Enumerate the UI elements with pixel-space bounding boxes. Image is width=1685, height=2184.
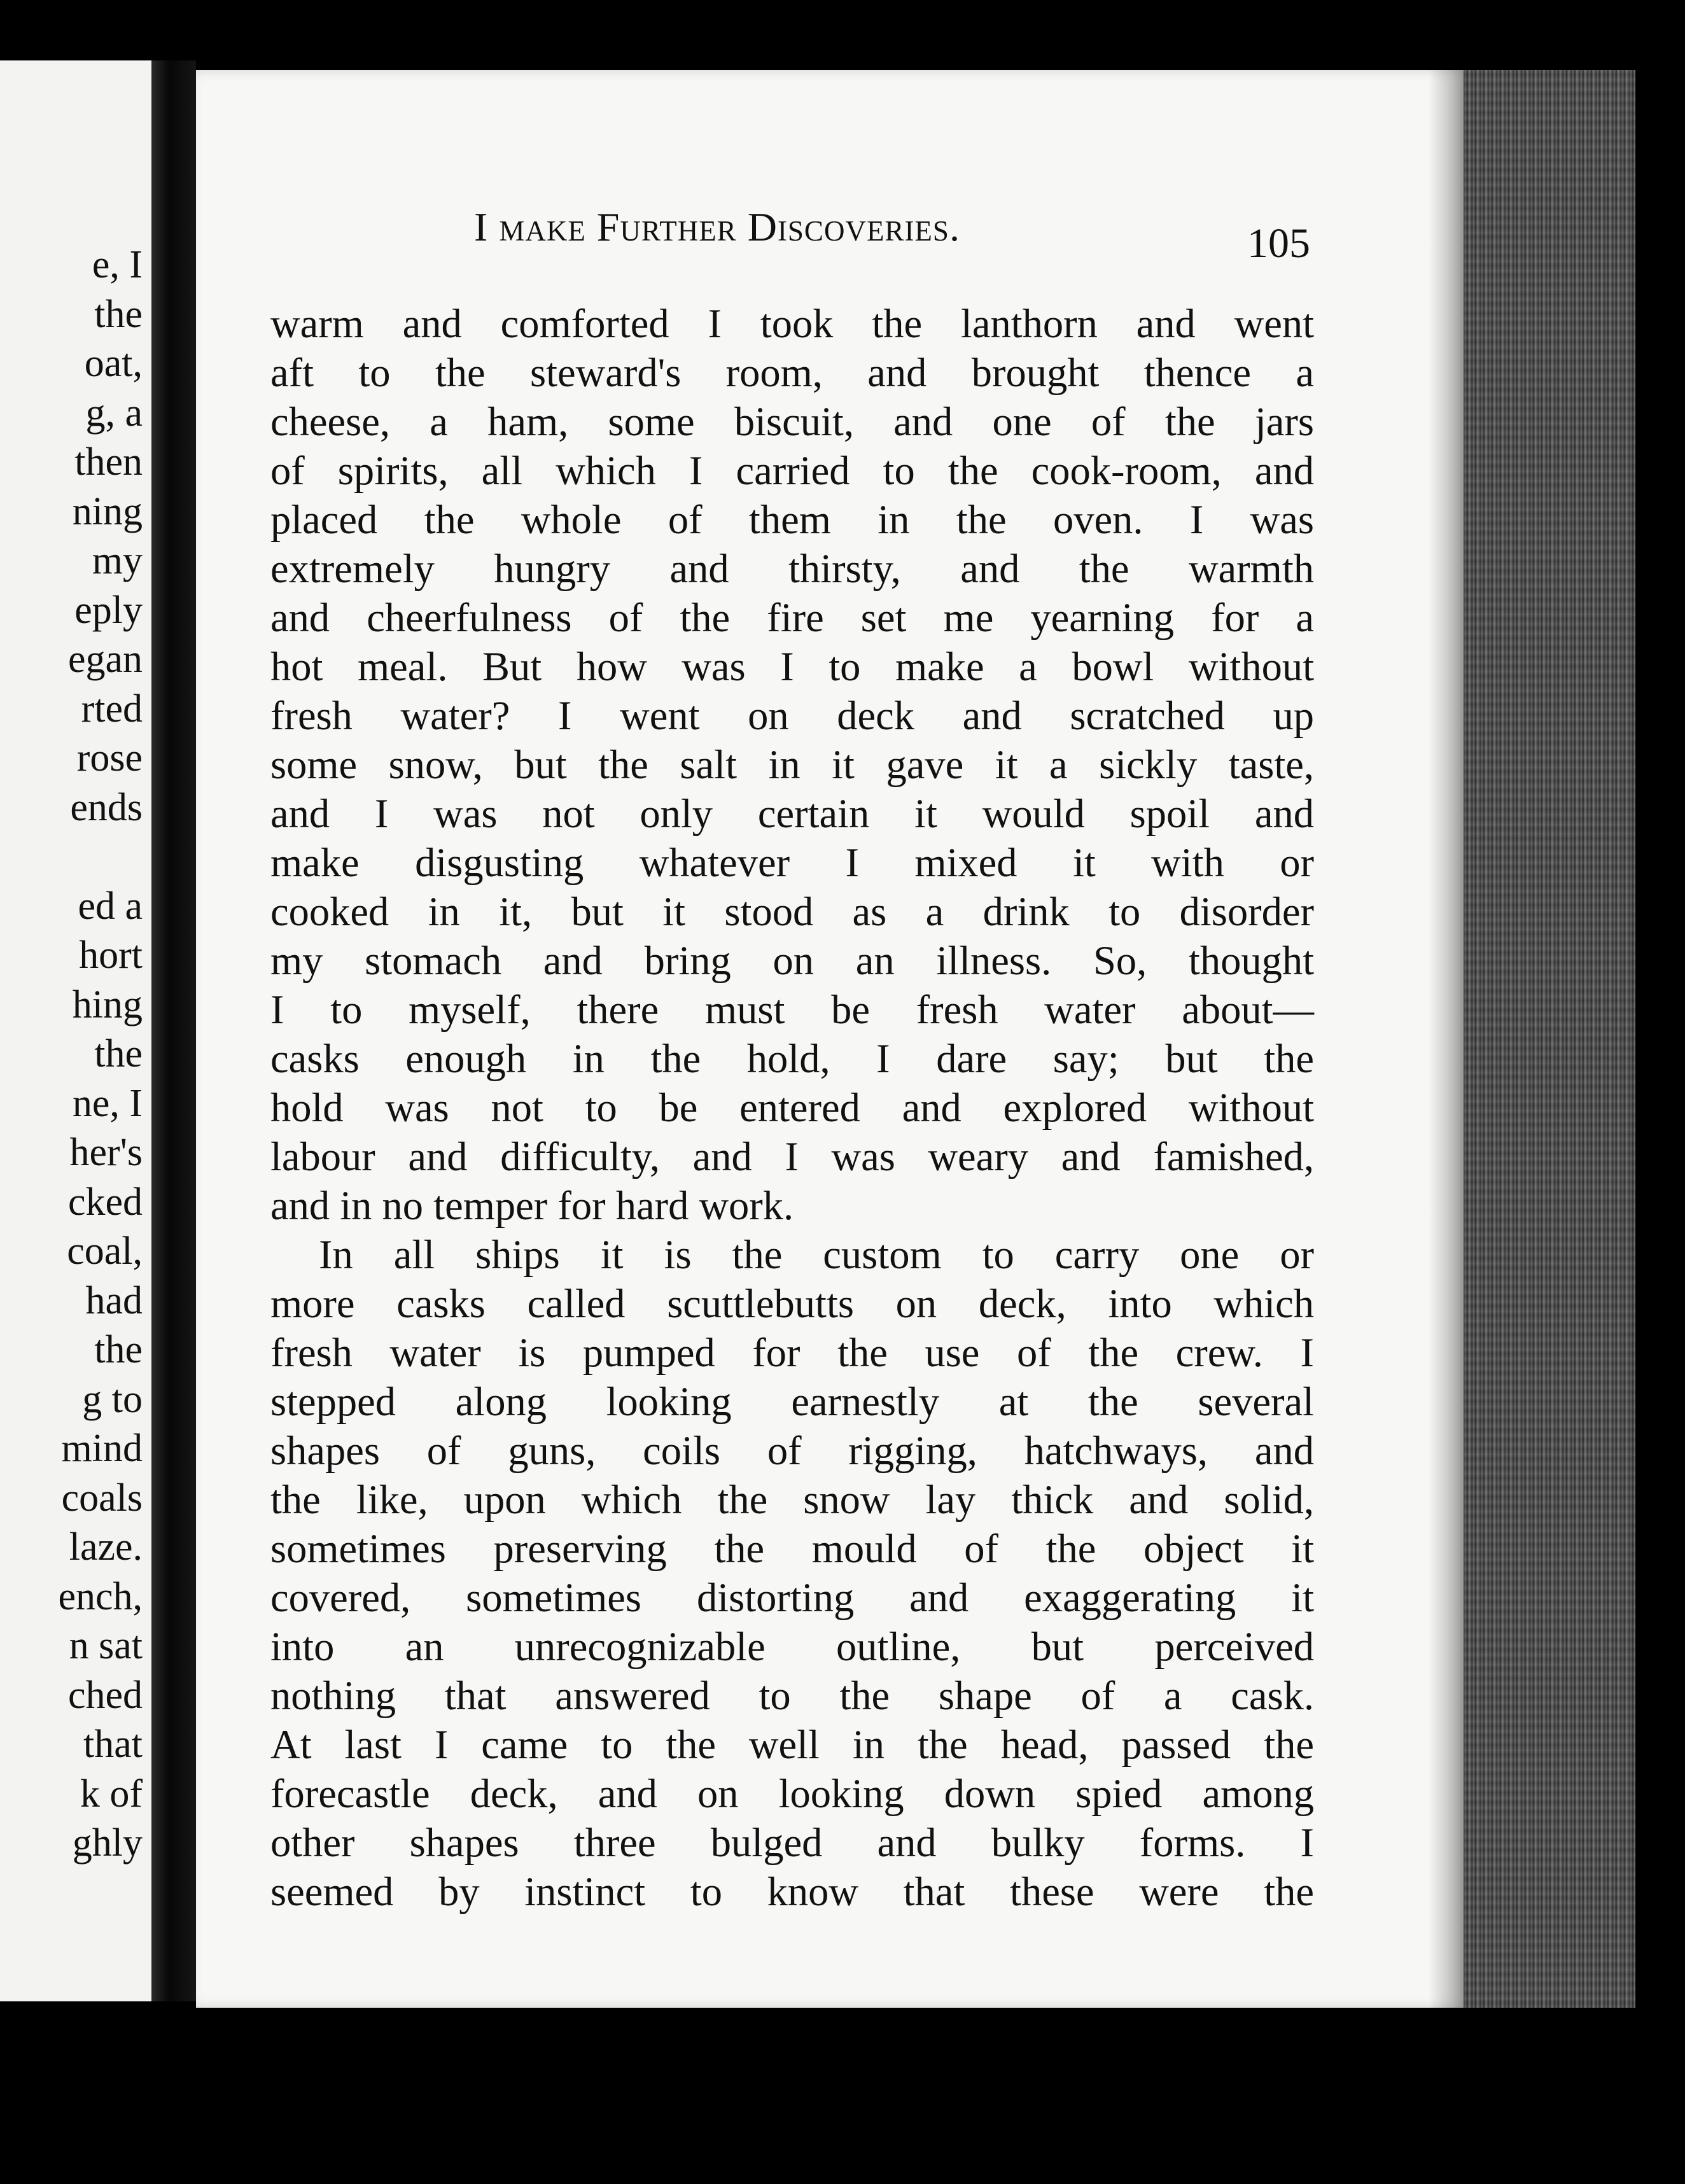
paragraph (270, 299, 1314, 1230)
text-line: shapes of guns, coils of rigging, hatchways, and (270, 1428, 1314, 1473)
left-page-text-fragment: rose (76, 736, 143, 780)
left-facing-page (0, 60, 151, 2001)
text-line: cooked in it, but it stood as a drink to disorder (270, 889, 1314, 934)
left-page-text-fragment: ed a (78, 884, 143, 928)
left-page-text-fragment: g to (82, 1377, 143, 1421)
left-page-text-fragment: the (94, 292, 143, 336)
text-line: stepped along looking earnestly at the several (270, 1379, 1314, 1424)
left-page-text-fragment: the (94, 1032, 143, 1075)
text-line: In all ships it is the custom to carry one or (319, 1232, 1314, 1277)
left-page-text-fragment: ne, I (72, 1081, 143, 1125)
left-page-text-fragment: then (74, 440, 143, 484)
left-page-text-fragment: ends (70, 785, 143, 829)
text-line: placed the whole of them in the oven. I was (270, 497, 1314, 542)
fore-edge-texture (1464, 70, 1635, 2008)
text-line: At last I came to the well in the head, passed the (270, 1722, 1314, 1767)
left-page-text-fragment: ched (67, 1673, 143, 1717)
left-page-text-fragment: e, I (92, 243, 143, 286)
body-text (270, 299, 1314, 1916)
text-line: covered, sometimes distorting and exaggerating it (270, 1575, 1314, 1620)
left-page-text-fragment: laze. (69, 1525, 143, 1569)
left-page-text-fragment: mind (61, 1427, 143, 1470)
text-line: warm and comforted I took the lanthorn and went (270, 301, 1314, 346)
left-page-text-fragment: her's (69, 1131, 143, 1174)
text-line: casks enough in the hold, I dare say; but the (270, 1036, 1314, 1081)
text-line: forecastle deck, and on looking down spied among (270, 1771, 1314, 1816)
left-page-text-fragment: eply (74, 588, 143, 632)
text-line: aft to the steward's room, and brought thence a (270, 350, 1314, 395)
text-line: fresh water? I went on deck and scratched up (270, 693, 1314, 738)
text-line: and I was not only certain it would spoil and (270, 791, 1314, 836)
text-line: more casks called scuttlebutts on deck, into which (270, 1281, 1314, 1326)
paragraph (270, 1230, 1314, 1916)
text-line: I to myself, there must be fresh water about— (270, 987, 1314, 1032)
text-line: hot meal. But how was I to make a bowl without (270, 644, 1314, 689)
left-page-text-fragment: k of (80, 1772, 143, 1816)
text-line: other shapes three bulged and bulky forms. I (270, 1820, 1314, 1865)
left-page-text-fragment: cked (67, 1180, 143, 1224)
left-page-text-fragment: n sat (69, 1624, 143, 1667)
text-line: into an unrecognizable outline, but perceived (270, 1624, 1314, 1669)
text-line: nothing that answered to the shape of a cask. (270, 1673, 1314, 1718)
book-fore-edge (1464, 70, 1635, 2008)
text-line: my stomach and bring on an illness. So, thought (270, 938, 1314, 983)
text-line: make disgusting whatever I mixed it with or (270, 840, 1314, 885)
left-page-text-fragment: ning (72, 489, 143, 533)
left-page-text-fragment: egan (67, 638, 143, 681)
left-page-text-fragment: the (94, 1328, 143, 1371)
left-page-text-fragment: coals (61, 1476, 143, 1520)
text-line: extremely hungry and thirsty, and the warmth (270, 546, 1314, 591)
text-line: the like, upon which the snow lay thick and solid, (270, 1477, 1314, 1522)
text-line: labour and difficulty, and I was weary and famished, (270, 1134, 1314, 1179)
left-page-text-fragment: hing (72, 983, 143, 1026)
left-page-text-fragment: coal, (67, 1229, 143, 1273)
book-gutter (151, 60, 196, 2001)
left-page-text-fragment: that (83, 1723, 143, 1766)
left-page-text-fragment: g, a (85, 391, 143, 435)
text-line: sometimes preserving the mould of the object it (270, 1526, 1314, 1571)
left-page-text-fragment: hort (79, 934, 143, 977)
left-page-text-fragment: ench, (58, 1574, 143, 1618)
running-head: I make Further Discoveries. (474, 204, 960, 249)
left-page-text-fragment: oat, (84, 342, 143, 385)
left-page-text-fragment: ghly (72, 1821, 143, 1865)
left-page-text-fragment: had (85, 1278, 143, 1322)
text-line: fresh water is pumped for the use of the crew. I (270, 1330, 1314, 1375)
text-line: cheese, a ham, some biscuit, and one of the jars (270, 399, 1314, 444)
text-line: and in no temper for hard work. (270, 1183, 794, 1228)
text-line: hold was not to be entered and explored without (270, 1085, 1314, 1130)
page-edge-shadow (1429, 70, 1467, 2008)
left-page-text-fragment: rted (81, 687, 143, 731)
text-line: and cheerfulness of the fire set me yearning for a (270, 595, 1314, 640)
text-line: seemed by instinct to know that these were the (270, 1869, 1314, 1914)
page-number: 105 (1247, 220, 1310, 267)
left-page-text-fragment: my (92, 539, 143, 582)
text-line: of spirits, all which I carried to the cook-room, and (270, 448, 1314, 493)
text-line: some snow, but the salt in it gave it a sickly taste, (270, 742, 1314, 787)
